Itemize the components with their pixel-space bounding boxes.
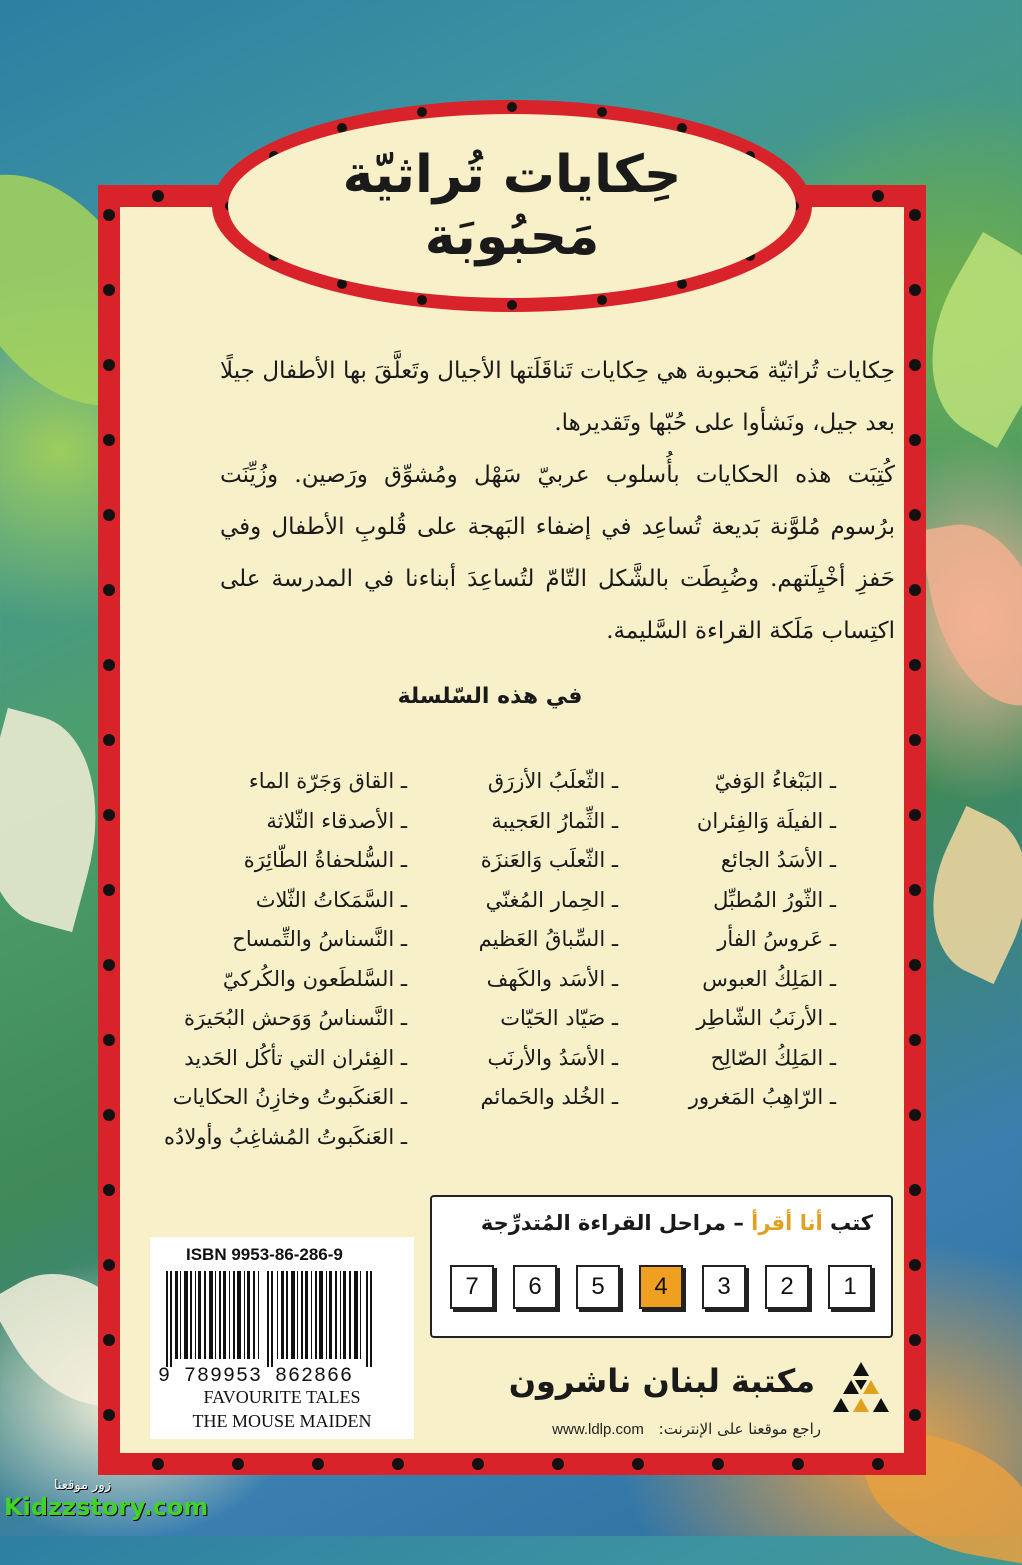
level-box-1: 1 xyxy=(828,1265,872,1309)
series-list-heading: في هذه السّلسلة xyxy=(397,684,583,709)
publisher-block xyxy=(430,1356,895,1456)
website-label: راجع موقعنا على الإنترنت: xyxy=(658,1420,821,1438)
book-title: ـ السَّمَكاتُ الثّلاث xyxy=(255,887,407,912)
book-title: ـ السَّلطَعون والكُركيّ xyxy=(222,966,407,991)
book-title: ـ المَلِكُ الصّالِح xyxy=(710,1045,836,1070)
publisher-name: مكتبة لبنان ناشرون xyxy=(508,1362,815,1400)
isbn-block xyxy=(150,1237,414,1439)
level-box-4-current: 4 xyxy=(639,1265,683,1309)
publisher-website xyxy=(552,1420,821,1438)
book-title: ـ الفيلَة وَالفِئران xyxy=(696,808,836,833)
book-title: ـ الثِّمارُ العَجيبة xyxy=(491,808,618,833)
book-title: ـ النَّسناسُ وَوَحش البُحَيرَة xyxy=(184,1006,407,1030)
website-url[interactable]: www.ldlp.com xyxy=(552,1421,644,1438)
title-area xyxy=(228,114,796,298)
book-series-title: حِكايات تُراثيّة xyxy=(342,145,682,205)
book-title: ـ الأسَد والكَهف xyxy=(486,966,618,991)
series-description xyxy=(220,345,895,657)
watermark-site: Kidzzstory.com xyxy=(4,1493,209,1521)
book-title: ـ السِّباقُ العَظيم xyxy=(478,927,618,951)
book-list-column-3 xyxy=(164,762,407,1157)
level-box-2: 2 xyxy=(765,1265,809,1309)
reading-stages-box xyxy=(430,1195,893,1338)
english-book-title: THE MOUSE MAIDEN xyxy=(192,1411,372,1431)
level-boxes xyxy=(450,1265,878,1315)
book-title: ـ الثّورُ المُطبِّل xyxy=(713,887,836,912)
book-title: ـ العَنكَبوتُ المُشاغِبُ وأولادُه xyxy=(164,1124,407,1149)
book-title: ـ الثّعلَبُ الأزرَق xyxy=(487,769,618,793)
level-box-5: 5 xyxy=(576,1265,620,1309)
book-list-column-1 xyxy=(689,762,836,1118)
book-title: ـ النَّسناسُ والتِّمساح xyxy=(232,927,407,951)
book-title: ـ عَروسُ الفأر xyxy=(717,927,836,951)
book-title: ـ الخُلد والحَمائم xyxy=(480,1085,618,1109)
book-title: ـ السُّلحفاةُ الطّائِرَة xyxy=(243,848,407,872)
stages-series-name: أنا أقرأ xyxy=(751,1211,823,1235)
barcode xyxy=(166,1271,376,1367)
book-title: ـ الأصدقاء الثّلاثة xyxy=(266,808,407,833)
book-title: ـ العَنكَبوتُ وخازِنُ الحكايات xyxy=(172,1085,407,1109)
level-box-6: 6 xyxy=(513,1265,557,1309)
watermark-visit-text: زور موقعنا xyxy=(54,1478,112,1493)
watermark xyxy=(4,1478,209,1521)
stages-prefix: كتب xyxy=(829,1211,873,1235)
publisher-logo-icon xyxy=(831,1360,891,1420)
book-title: ـ المَلِكُ العبوس xyxy=(702,966,836,991)
book-title: ـ الأسَدُ والأرنَب xyxy=(487,1045,618,1070)
level-box-3: 3 xyxy=(702,1265,746,1309)
barcode-digits: 9 789953 862866 xyxy=(158,1365,354,1388)
book-title: ـ الحِمار المُغنّي xyxy=(485,887,618,912)
english-series-title: FAVOURITE TALES xyxy=(203,1387,361,1407)
leaf-decoration xyxy=(919,512,1022,718)
book-title: ـ الأسَدُ الجائع xyxy=(720,848,836,872)
reading-stages-label xyxy=(481,1211,873,1235)
book-title: ـ الأرنَبُ الشّاطِر xyxy=(696,1006,836,1030)
book-title: ـ القاق وَجَرّة الماء xyxy=(248,769,407,793)
book-title: ـ الفِئران التي تأكُل الحَديد xyxy=(184,1045,407,1070)
book-title: ـ الرّاهِبُ المَغرور xyxy=(688,1085,836,1109)
book-title: ـ الثّعلَب وَالعَنزَة xyxy=(480,848,618,872)
description-paragraph: حِكايات تُراثيّة مَحبوبة هي حِكايات تَناقَلَتها الأجيال وتَعلَّقَ بها الأطفال جيلًا بعد جيل، ونَشأوا على حُبّها وتَقديرها. xyxy=(220,358,895,436)
stages-suffix: – مراحل القراءة المُتدرِّجة xyxy=(480,1211,744,1235)
level-box-7: 7 xyxy=(450,1265,494,1309)
title-oval xyxy=(212,100,812,312)
book-series-subtitle: مَحبُوبَة xyxy=(424,207,600,267)
isbn-number: ISBN 9953-86-286-9 xyxy=(186,1245,343,1264)
book-title: ـ البَبْغاءُ الوَفيّ xyxy=(714,769,836,793)
description-paragraph: كُتِبَت هذه الحكايات بأُسلوب عربيّ سَهْل ومُشوِّق ورَصين. وزُيِّنَت برُسوم مُلوَّنة بَديعة تُساعِد في إضفاء البَهجة على قُلوبِ الأطفال وفي حَفزِ أخْيِلَتهم. وضُبِطَت بالشَّكل التّامّ لتُساعِدَ أبناءنا في المدرسة على اكتِساب مَلَكة القراءة السَّليمة. xyxy=(220,462,895,644)
book-list-column-2 xyxy=(479,762,618,1118)
book-title: ـ صَيّاد الحَيّات xyxy=(500,1006,618,1030)
